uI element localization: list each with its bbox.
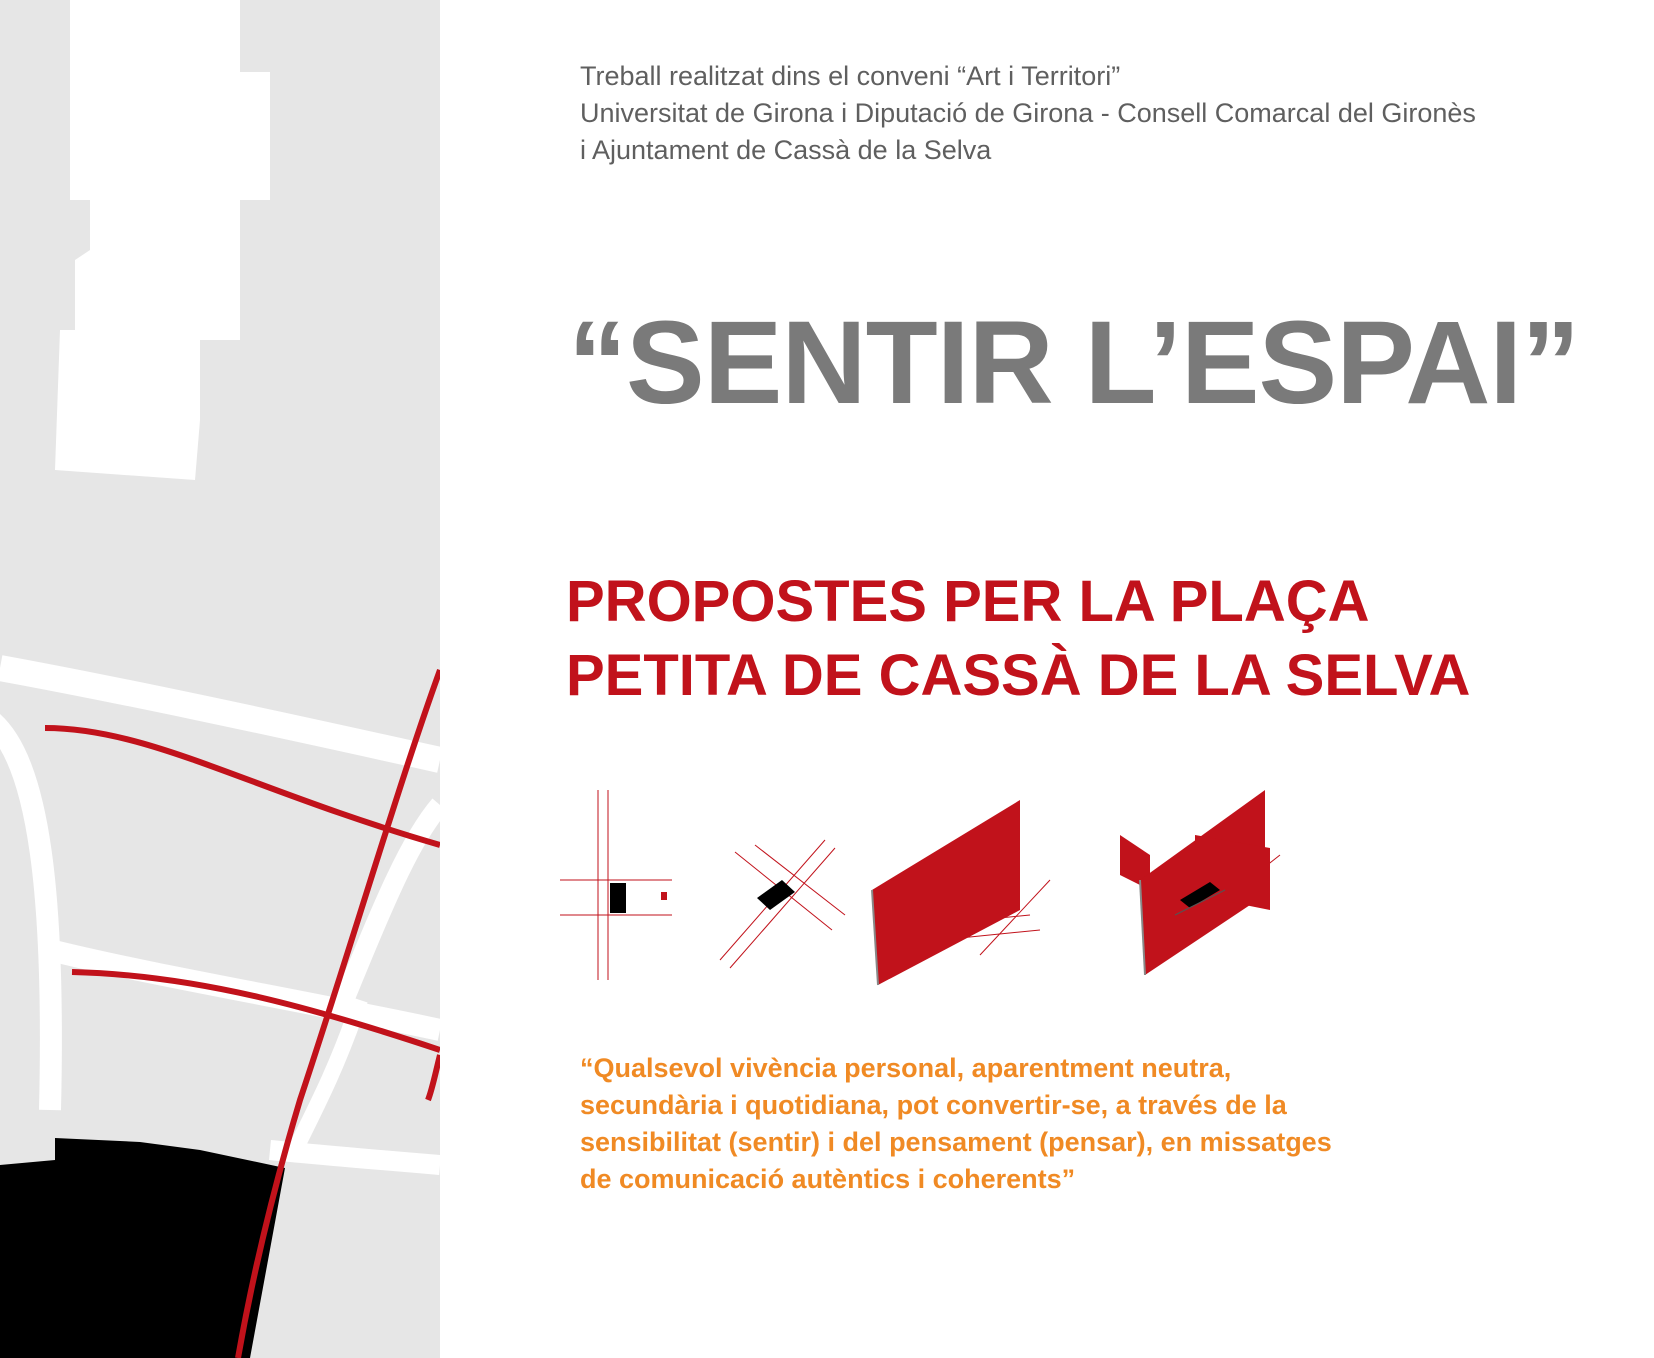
credits-line: Universitat de Girona i Diputació de Girona - Consell Comarcal del Gironès — [580, 98, 1476, 128]
diagram-wall — [872, 800, 1050, 985]
quote-line: sensibilitat (sentir) i del pensament (pensar), en missatges — [580, 1127, 1332, 1157]
map-street — [270, 1150, 440, 1165]
map-route-line — [428, 1055, 440, 1100]
page-subtitle — [566, 565, 1646, 713]
map-street — [0, 668, 440, 760]
quote-block — [580, 1050, 1640, 1198]
quote-line: secundària i quotidiana, pot convertir-se, a través de la — [580, 1090, 1287, 1120]
map-building — [55, 0, 270, 480]
concept-diagrams — [560, 780, 1320, 995]
quote-line: de comunicació autèntics i coherents” — [580, 1164, 1076, 1194]
map-street — [0, 720, 51, 1110]
diagram-rotated-cross — [720, 840, 845, 968]
subtitle-line: PROPOSTES PER LA PLAÇA — [566, 569, 1370, 634]
diagram-intersecting-walls — [1120, 790, 1280, 975]
quote-line: “Qualsevol vivència personal, aparentment neutra, — [580, 1053, 1232, 1083]
diagram-plan-cross — [560, 790, 672, 980]
map-street — [50, 950, 440, 1030]
subtitle-line: PETITA DE CASSÀ DE LA SELVA — [566, 643, 1471, 708]
credits-line: i Ajuntament de Cassà de la Selva — [580, 135, 992, 165]
map-street — [340, 805, 440, 1010]
page-title: “SENTIR L’ESPAI” — [568, 297, 1580, 429]
credits-block — [580, 58, 1640, 169]
credits-line: Treball realitzat dins el conveni “Art i Territori” — [580, 61, 1121, 91]
site-map — [0, 0, 440, 1358]
